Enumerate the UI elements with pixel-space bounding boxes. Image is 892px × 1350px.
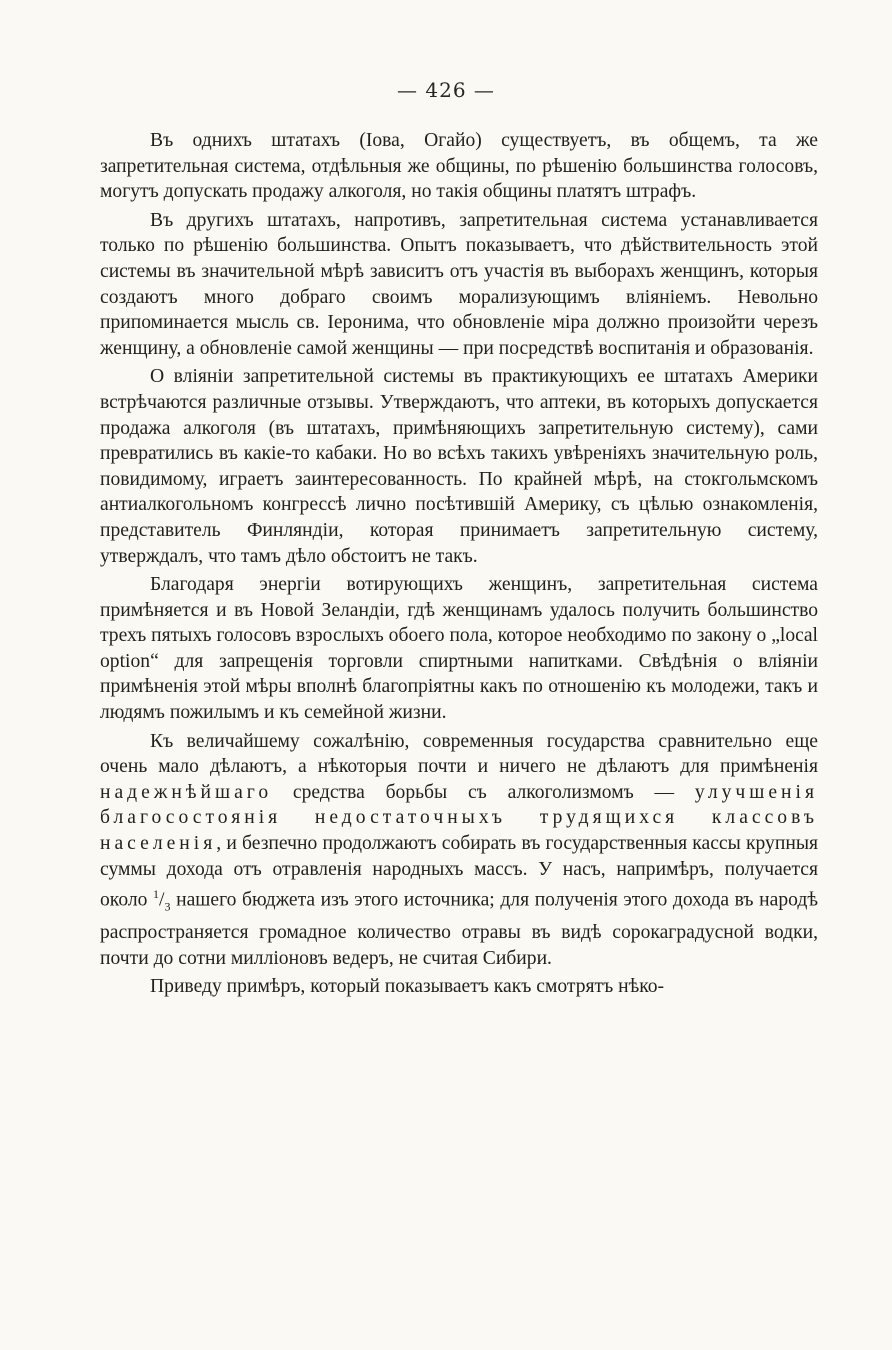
- paragraph-5-text-mid-2: , и безпечно продолжаютъ собирать въ государственныя кассы крупныя суммы дохода отъ отравленія народныхъ массъ. У насъ, напримѣръ, получается около: [100, 833, 818, 911]
- paragraph-5: [100, 729, 818, 972]
- fraction-denominator: 3: [164, 899, 171, 914]
- paragraph-6: Приведу примѣръ, который показываетъ какъ смотрятъ нѣко-: [150, 976, 665, 998]
- fraction-slash: /: [159, 889, 165, 911]
- body-text: [100, 128, 818, 1003]
- paragraph-5-text-mid-1: средства борьбы съ алкоголизмомъ —: [272, 781, 695, 803]
- paragraph-1: Въ однихъ штатахъ (Іова, Огайо) существуетъ, въ общемъ, та же запретительная система, отдѣльныя же общины, по рѣшенію большинства голосовъ, могутъ допускать продажу алкоголя, но такія общины платятъ штрафъ.: [100, 130, 818, 203]
- paragraph-5-spaced-2: улучшенія благосостоянія недостаточныхъ трудящихся классовъ населенія: [100, 781, 818, 855]
- paragraph-4: Благодаря энергіи вотирующихъ женщинъ, запретительная система примѣняется и въ Новой Зеландіи, гдѣ женщинамъ удалось получить большинство трехъ пятыхъ голосовъ взрослыхъ обоего пола, которое необходимо по закону о „local option“ для запрещенія торговли спиртными напитками. Свѣдѣнія о вліяніи примѣненія этой мѣры вполнѣ благопріятны какъ по отношенію къ молодежи, такъ и людямъ пожилымъ и къ семейной жизни.: [100, 574, 818, 724]
- paragraph-5-text-before: Къ величайшему сожалѣнію, современныя государства сравнительно еще очень мало дѣлаютъ, а нѣкоторыя почти и ничего не дѣлаютъ для примѣненія: [100, 730, 818, 778]
- paragraph-2: Въ другихъ штатахъ, напротивъ, запретительная система устанавливается только по рѣшенію большинства. Опытъ показываетъ, что дѣйствительность этой системы въ значительной мѣрѣ зависитъ отъ участія въ выборахъ женщинъ, которыя создаютъ много добраго своимъ морализующимъ вліяніемъ. Невольно припоминается мысль св. Іеронима, что обновленіе міра должно произойти черезъ женщину, а обновленіе самой женщины — при посредствѣ воспитанія и образованія.: [100, 209, 818, 359]
- paragraph-5-text-after: нашего бюджета изъ этого источника; для полученія этого дохода въ народѣ распространяется громадное количество отравы въ видѣ сорокаградусной водки, почти до сотни милліоновъ ведеръ, не считая Сибири.: [100, 889, 818, 969]
- paragraph-5-spaced-1: надежнѣйшаго: [100, 781, 273, 803]
- page-number: — 426 —: [397, 78, 495, 102]
- paragraph-3: О вліяніи запретительной системы въ практикующихъ ее штатахъ Америки встрѣчаются различные отзывы. Утверждаютъ, что аптеки, въ которыхъ допускается продажа алкоголя (въ штатахъ, примѣняющихъ запретительную систему), сами превратились въ какіе-то кабаки. Но во всѣхъ такихъ увѣреніяхъ значительную роль, повидимому, играетъ заинтересованность. По крайней мѣрѣ, на стокгольмскомъ антиалкогольномъ конгрессѣ лично посѣтившій Америку, съ цѣлью ознакомленія, представитель Финляндіи, которая принимаетъ запретительную систему, утверждалъ, что тамъ дѣло обстоитъ не такъ.: [100, 366, 818, 567]
- fraction-numerator: 1: [153, 887, 160, 902]
